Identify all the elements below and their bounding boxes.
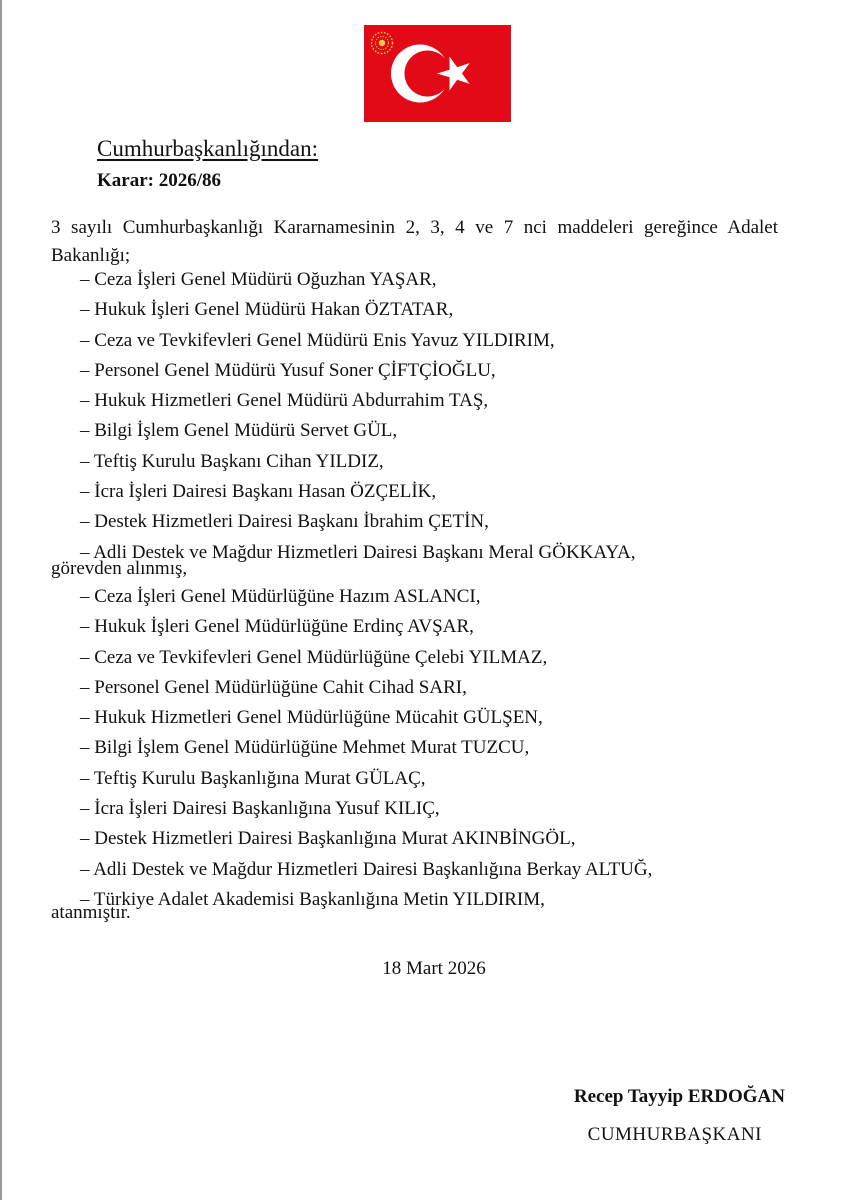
list-item: – Bilgi İşlem Genel Müdürü Servet GÜL, [80, 420, 398, 442]
list-item: – Hukuk İşleri Genel Müdürü Hakan ÖZTATAR, [80, 299, 454, 321]
turkish-flag-icon [364, 25, 511, 122]
list-item: – Destek Hizmetleri Dairesi Başkanlığına Murat AKINBİNGÖL, [80, 828, 576, 850]
list-item: – Hukuk Hizmetleri Genel Müdürü Abdurrahim TAŞ, [80, 390, 489, 412]
dismissed-status-text: görevden alınmış, [51, 558, 188, 579]
list-item: – Adli Destek ve Mağdur Hizmetleri Dairesi Başkanı Meral GÖKKAYA, [80, 541, 636, 563]
decision-number: Karar: 2026/86 [97, 170, 222, 191]
list-item: – Personel Genel Müdürlüğüne Cahit Cihad SARI, [80, 676, 467, 698]
decision-date: 18 Mart 2026 [382, 958, 486, 979]
list-item: – Ceza İşleri Genel Müdürlüğüne Hazım ASLANCI, [80, 586, 481, 607]
list-item: – Teftiş Kurulu Başkanı Cihan YILDIZ, [80, 450, 384, 472]
list-item: – İcra İşleri Dairesi Başkanı Hasan ÖZÇELİK, [80, 481, 437, 503]
list-item: – Ceza ve Tevkifevleri Genel Müdürlüğüne Çelebi YILMAZ, [80, 646, 548, 668]
signatory-title: CUMHURBAŞKANI [587, 1124, 762, 1145]
list-item: – Teftiş Kurulu Başkanlığına Murat GÜLAÇ, [80, 767, 426, 789]
list-item: – Türkiye Adalet Akademisi Başkanlığına Metin YILDIRIM, [80, 888, 545, 910]
intro-paragraph: 3 sayılı Cumhurbaşkanlığı Kararnamesinin 2, 3, 4 ve 7 nci maddeleri gereğince Adalet Bakanlığı; [51, 217, 778, 266]
list-item: – Bilgi İşlem Genel Müdürlüğüne Mehmet Murat TUZCU, [80, 737, 530, 759]
list-item: – Destek Hizmetleri Dairesi Başkanı İbrahim ÇETİN, [80, 511, 489, 533]
list-item: – Hukuk İşleri Genel Müdürlüğüne Erdinç AVŞAR, [80, 616, 474, 638]
signatory-name: Recep Tayyip ERDOĞAN [573, 1086, 785, 1107]
list-item: – Ceza ve Tevkifevleri Genel Müdürü Enis Yavuz YILDIRIM, [80, 329, 555, 351]
appointed-officials-list [80, 582, 652, 915]
list-item: – Personel Genel Müdürü Yusuf Soner ÇİFTÇİOĞLU, [80, 359, 496, 381]
page-edge [0, 0, 2, 1200]
issuing-office-heading: Cumhurbaşkanlığından: [97, 136, 319, 161]
dismissed-officials-list [80, 265, 635, 568]
list-item: – Hukuk Hizmetleri Genel Müdürlüğüne Mücahit GÜLŞEN, [80, 707, 543, 729]
appointed-status-text: atanmıştır. [51, 902, 131, 923]
list-item: – Adli Destek ve Mağdur Hizmetleri Dairesi Başkanlığına Berkay ALTUĞ, [80, 858, 653, 880]
list-item: – İcra İşleri Dairesi Başkanlığına Yusuf KILIÇ, [80, 798, 440, 820]
list-item: – Ceza İşleri Genel Müdürü Oğuzhan YAŞAR, [80, 269, 437, 290]
